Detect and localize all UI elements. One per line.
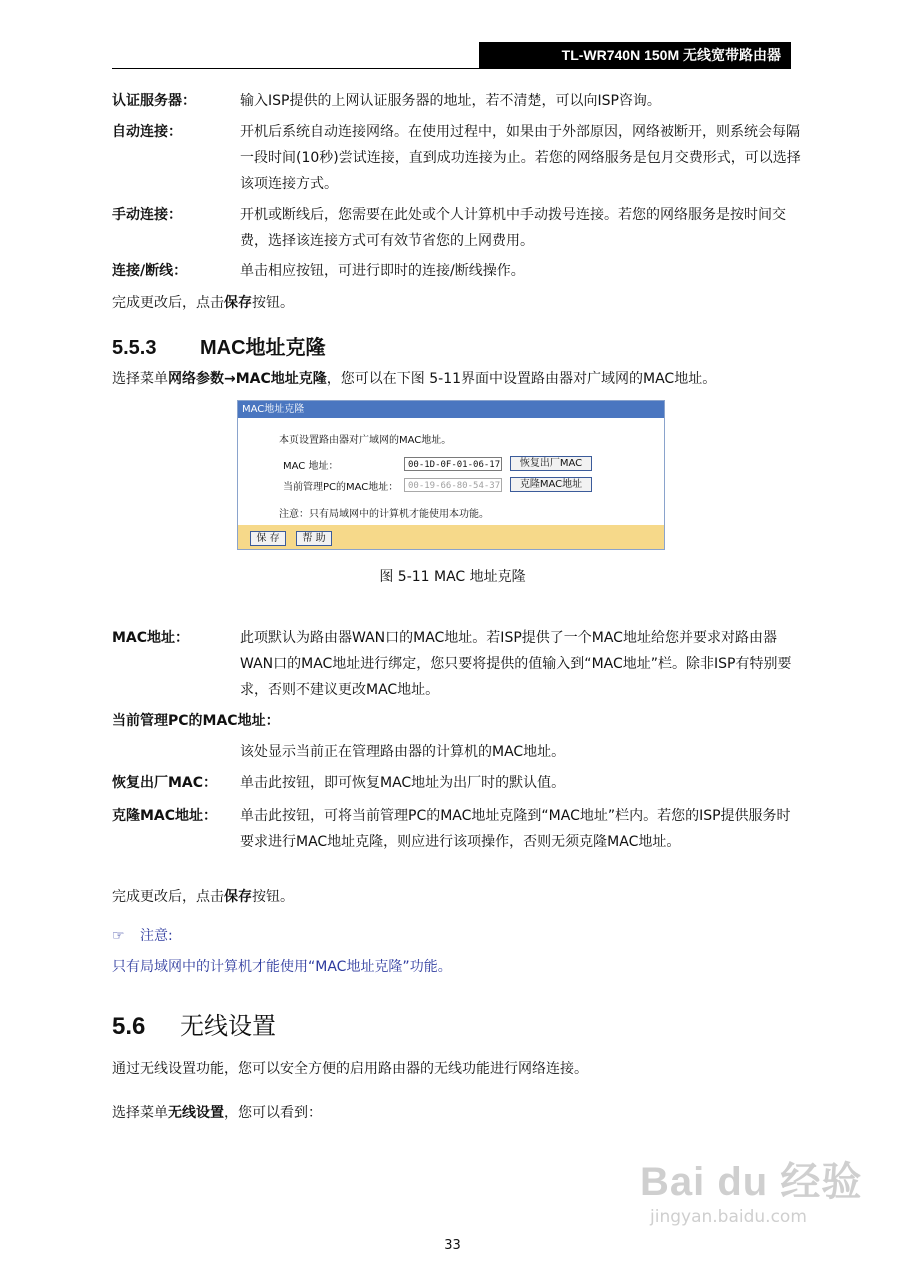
def-mac-address xyxy=(112,625,802,703)
panel-intro: 本页设置路由器对广域网的MAC地址。 xyxy=(279,435,452,446)
figure-caption: 图 5-11 MAC 地址克隆 xyxy=(379,569,526,585)
save-button[interactable]: 保 存 xyxy=(250,531,286,546)
def-term: 连接/断线： xyxy=(112,263,188,279)
note-heading xyxy=(112,925,173,945)
save-term: 保存 xyxy=(224,295,252,311)
panel-footer xyxy=(238,525,664,549)
text: 按钮。 xyxy=(252,889,294,905)
watermark-url: jingyan.baidu.com xyxy=(650,1207,807,1227)
def-desc: 单击此按钮，即可恢复MAC地址为出厂时的默认值。 xyxy=(240,775,566,791)
def-term: MAC地址： xyxy=(112,630,190,646)
menu-path: 网络参数→MAC地址克隆 xyxy=(168,371,327,387)
def-desc: 单击相应按钮，可进行即时的连接/断线操作。 xyxy=(240,263,525,279)
def-desc-pc-mac: 该处显示当前正在管理路由器的计算机的MAC地址。 xyxy=(240,744,566,760)
def-term: 手动连接： xyxy=(112,207,182,223)
finish-note-1 xyxy=(112,290,802,316)
pointing-hand-icon: ☞ xyxy=(112,928,125,944)
pc-mac-address-field: 00-19-66-80-54-37 xyxy=(404,478,502,492)
def-term: 认证服务器： xyxy=(112,93,196,109)
def-term: 恢复出厂MAC： xyxy=(112,775,218,791)
note-title: 注意: xyxy=(140,928,173,944)
section-56-p1: 通过无线设置功能，您可以安全方便的启用路由器的无线功能进行网络连接。 xyxy=(112,1061,588,1077)
restore-factory-mac-button[interactable]: 恢复出厂MAC xyxy=(510,456,592,471)
text: 完成更改后，点击 xyxy=(112,295,224,311)
help-button[interactable]: 帮 助 xyxy=(296,531,332,546)
finish-note-2 xyxy=(112,884,802,910)
def-desc: 此项默认为路由器WAN口的MAC地址。若ISP提供了一个MAC地址给您并要求对路由器WAN口的MAC地址进行绑定，您只要将提供的值输入到“MAC地址”栏。除非ISP有特别要求，否则不建议更改MAC地址。 xyxy=(240,630,792,698)
section-56-p2 xyxy=(112,1100,802,1126)
menu-path: 无线设置 xyxy=(168,1105,224,1121)
def-term: 自动连接： xyxy=(112,124,182,140)
panel-title: MAC地址克隆 xyxy=(238,401,664,418)
baidu-watermark xyxy=(640,1150,862,1227)
section-number: 5.5.3 xyxy=(112,337,157,359)
def-desc: 单击此按钮，可将当前管理PC的MAC地址克隆到“MAC地址”栏内。若您的ISP提供服务时要求进行MAC地址克隆，则应进行该项操作，否则无须克隆MAC地址。 xyxy=(240,808,791,850)
watermark-brand: Bai du 经验 xyxy=(640,1160,863,1204)
def-auth-server xyxy=(112,88,802,114)
text: 选择菜单 xyxy=(112,1105,168,1121)
pc-mac-label: 当前管理PC的MAC地址： xyxy=(283,482,399,493)
section-title: MAC地址克隆 xyxy=(200,337,326,359)
def-desc: 输入ISP提供的上网认证服务器的地址，若不清楚，可以向ISP咨询。 xyxy=(240,93,661,109)
section-heading-553 xyxy=(112,331,326,360)
text: ，您可以看到： xyxy=(224,1105,322,1121)
def-term-pc-mac: 当前管理PC的MAC地址： xyxy=(112,713,280,729)
section-number: 5.6 xyxy=(112,1013,146,1040)
section-intro xyxy=(112,366,802,392)
note-body: 只有局域网中的计算机才能使用“MAC地址克隆”功能。 xyxy=(112,959,452,975)
save-term: 保存 xyxy=(224,889,252,905)
header-title: TL-WR740N 150M 无线宽带路由器 xyxy=(561,47,781,63)
mac-address-input[interactable]: 00-1D-0F-01-06-17 xyxy=(404,457,502,471)
def-desc: 开机后系统自动连接网络。在使用过程中，如果由于外部原因，网络被断开，则系统会每隔一段时间(10秒)尝试连接，直到成功连接为止。若您的网络服务是包月交费形式，可以选择该项连接方式。 xyxy=(240,124,801,192)
def-restore-mac xyxy=(112,770,802,796)
header-rule xyxy=(112,68,791,69)
def-auto-connect xyxy=(112,119,802,197)
text: ，您可以在下图 5-11界面中设置路由器对广域网的MAC地址。 xyxy=(326,371,717,387)
running-header xyxy=(479,42,791,68)
section-title: 无线设置 xyxy=(180,1013,276,1040)
def-connect-disconnect xyxy=(112,258,802,284)
text: 按钮。 xyxy=(252,295,294,311)
text: 完成更改后，点击 xyxy=(112,889,224,905)
def-desc: 开机或断线后，您需要在此处或个人计算机中手动拨号连接。若您的网络服务是按时间交费，选择该连接方式可有效节省您的上网费用。 xyxy=(240,207,786,249)
page-number: 33 xyxy=(444,1238,461,1253)
def-clone-mac xyxy=(112,803,802,855)
def-manual-connect xyxy=(112,202,802,254)
clone-mac-button[interactable]: 克隆MAC地址 xyxy=(510,477,592,492)
text: 选择菜单 xyxy=(112,371,168,387)
panel-note: 注意：只有局域网中的计算机才能使用本功能。 xyxy=(279,509,489,520)
mac-clone-panel xyxy=(237,400,665,550)
section-heading-56 xyxy=(112,1006,276,1041)
mac-label: MAC 地址： xyxy=(283,461,339,472)
def-term: 克隆MAC地址： xyxy=(112,808,218,824)
